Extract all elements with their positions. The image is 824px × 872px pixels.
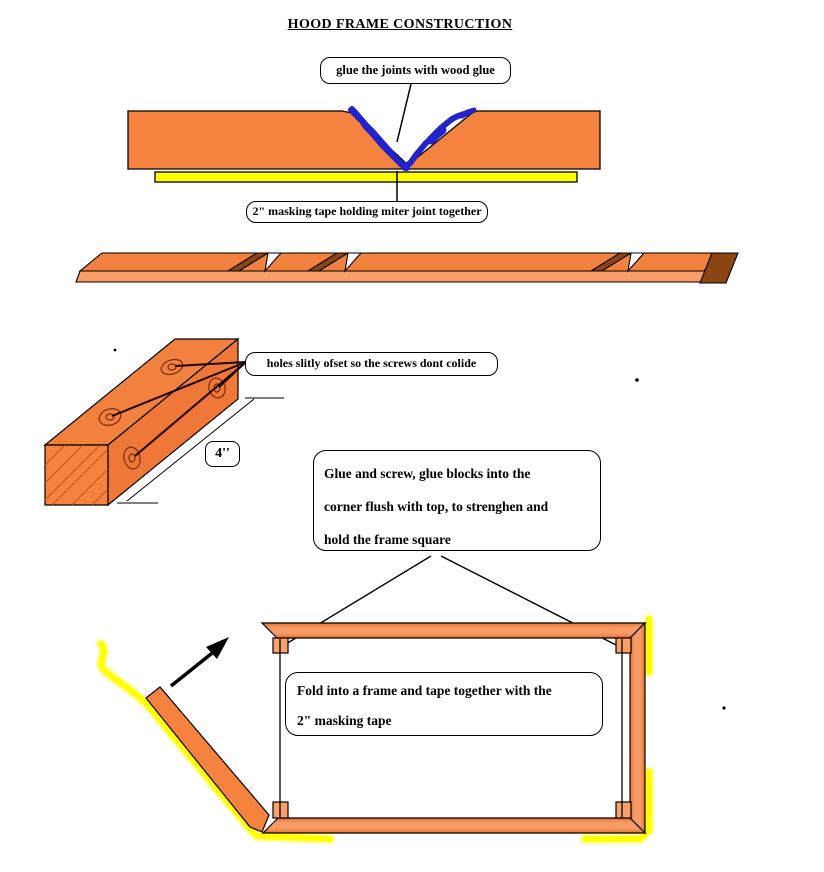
corner-block-top-right	[616, 638, 631, 653]
glue-screw-note-line: hold the frame square	[324, 532, 451, 547]
corner-block-bottom-right	[616, 802, 631, 818]
frame-bottom-rail	[263, 818, 645, 833]
fold-note-line: 2" masking tape	[297, 713, 392, 728]
glue-callout-leader-line	[397, 84, 411, 142]
glue-screw-note	[313, 450, 601, 551]
frame-right-rail	[630, 623, 645, 833]
board-front-face	[76, 271, 712, 282]
fold-note-line: Fold into a frame and tape together with the	[297, 683, 552, 698]
miter-joint-board	[128, 84, 600, 203]
frame-top-rail	[262, 623, 645, 638]
dimension-label-4in: 4''	[205, 441, 240, 467]
fold-into-frame-note	[285, 672, 603, 736]
holes-offset-callout: holes slitly ofset so the screws dont colide	[245, 352, 498, 376]
fold-direction-arrow	[171, 637, 229, 686]
glue-screw-note-line: corner flush with top, to strenghen and	[324, 499, 549, 514]
masking-tape-strip	[155, 172, 577, 182]
page-title: HOOD FRAME CONSTRUCTION	[287, 17, 513, 32]
block-end-face	[45, 445, 108, 505]
board-with-miter-cuts	[76, 253, 738, 283]
glue-joints-callout: glue the joints with wood glue	[320, 57, 511, 84]
frame-left-rail-unfolded	[146, 687, 269, 832]
glue-screw-note-line: Glue and screw, glue blocks into the	[324, 466, 531, 481]
masking-tape-label: 2" masking tape holding miter joint together	[246, 201, 488, 223]
